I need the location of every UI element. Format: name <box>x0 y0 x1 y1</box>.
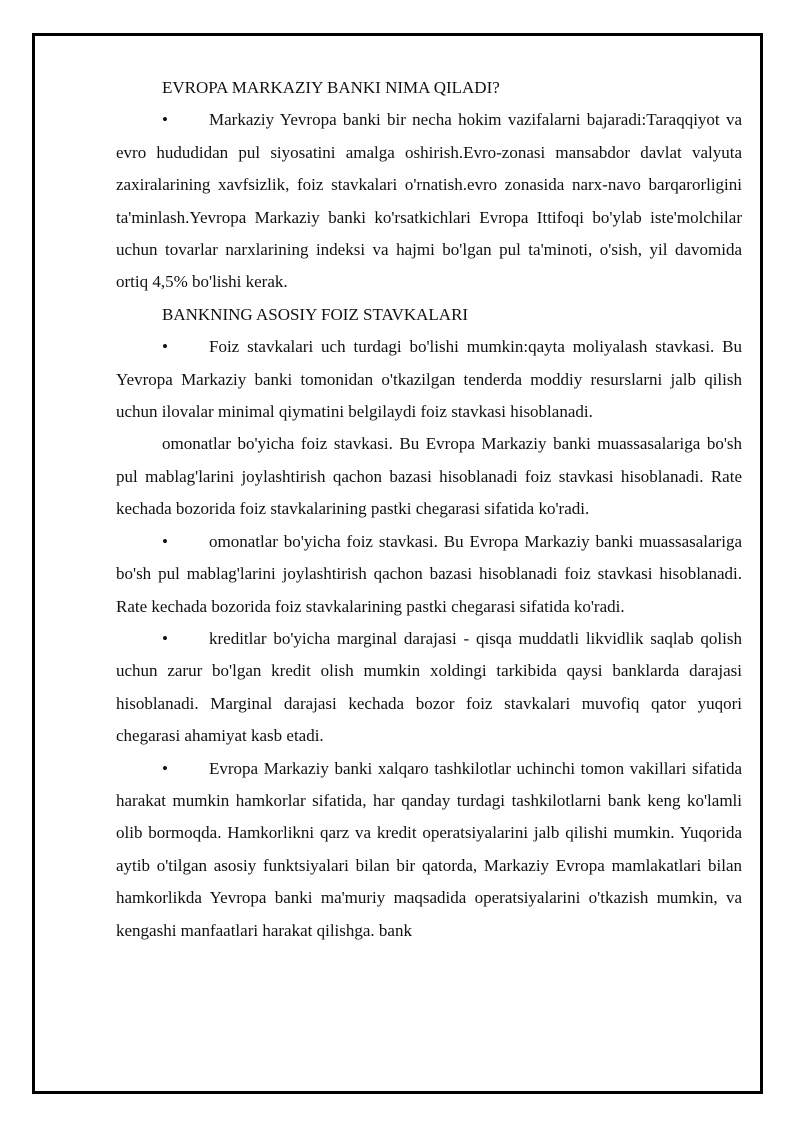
paragraph-text: Markaziy Yevropa banki bir necha hokim vazifalarni bajaradi:Taraqqiyot va evro hududidan pul siyosatini amalga oshirish.Evro-zonasi mansabdor davlat valyuta zaxiralarining xavfsizlik, foiz stavkalari o'rnatish.evro zonasida narx-navo barqarorligini ta'minlash.Yevropa Markaziy banki ko'rsatkichlari Evropa Ittifoqi bo'ylab iste'molchilar uchun tovarlar narxlarining indeksi va hajmi bo'lgan pul ta'minoti, o'sish, yil davomida ortiq 4,5% bo'lishi kerak. <box>116 110 742 292</box>
bullet-icon: • <box>162 337 168 357</box>
paragraph-text: kreditlar bo'yicha marginal darajasi - qisqa muddatli likvidlik saqlab qolish uchun zarur bo'lgan kredit olish mumkin xoldingi tarkibida qaysi banklarda darajasi hisoblanadi. Marginal darajasi kechada bozor foiz stavkalari muvofiq qator yuqori chegarasi ahamiyat kasb etadi. <box>116 628 742 746</box>
bullet-paragraph-cooperation <box>116 753 742 947</box>
paragraph-text: omonatlar bo'yicha foiz stavkasi. Bu Evropa Markaziy banki muassasalariga bo'sh pul mablag'larini joylashtirish qachon bazasi hisoblanadi foiz stavkasi hisoblanadi. Rate kechada bozorida foiz stavkalarining pastki chegarasi sifatida ko'radi. <box>116 531 742 616</box>
bullet-paragraph-functions <box>116 104 742 298</box>
bullet-paragraph-deposit-rate <box>116 526 742 623</box>
bullet-paragraph-rate-types <box>116 331 742 428</box>
bullet-icon: • <box>162 110 168 130</box>
paragraph-text: Evropa Markaziy banki xalqaro tashkilotlar uchinchi tomon vakillari sifatida harakat mumkin hamkorlar sifatida, har qanday turdagi tashkilotlarni bank keng ko'lamli olib bormoqda. Hamkorlikni qarz va kredit operatsiyalarini jalb qilishi mumkin. Yuqorida aytib o'tilgan asosiy funktsiyalari bilan bir qatorda, Markaziy Evropa mamlakatlari bilan hamkorlikda Yevropa banki ma'muriy maqsadida operatsiyalarini o'tkazish mumkin, va kengashi manfaatlari harakat qilishga. bank <box>116 758 742 940</box>
paragraph-deposit-rate: omonatlar bo'yicha foiz stavkasi. Bu Evropa Markaziy banki muassasalariga bo'sh pul mablag'larini joylashtirish qachon bazasi hisoblanadi foiz stavkasi hisoblanadi. Rate kechada bozorida foiz stavkalarining pastki chegarasi sifatida ko'radi. <box>116 434 742 519</box>
bullet-paragraph-marginal-rate <box>116 623 742 753</box>
bullet-icon: • <box>162 758 168 778</box>
document-body <box>116 72 742 947</box>
section-heading-ecb-role: EVROPA MARKAZIY BANKI NIMA QILADI? <box>162 78 500 97</box>
paragraph-text: Foiz stavkalari uch turdagi bo'lishi mumkin:qayta moliyalash stavkasi. Bu Yevropa Markaziy banki tomonidan o'tkazilgan tenderda moddiy resurslarni jalb qilish uchun ilovalar minimal qiymatini belgilaydi foiz stavkasi hisoblanadi. <box>116 337 742 422</box>
section-heading-interest-rates: BANKNING ASOSIY FOIZ STAVKALARI <box>162 304 469 324</box>
bullet-icon: • <box>162 531 168 551</box>
bullet-icon: • <box>162 628 168 648</box>
